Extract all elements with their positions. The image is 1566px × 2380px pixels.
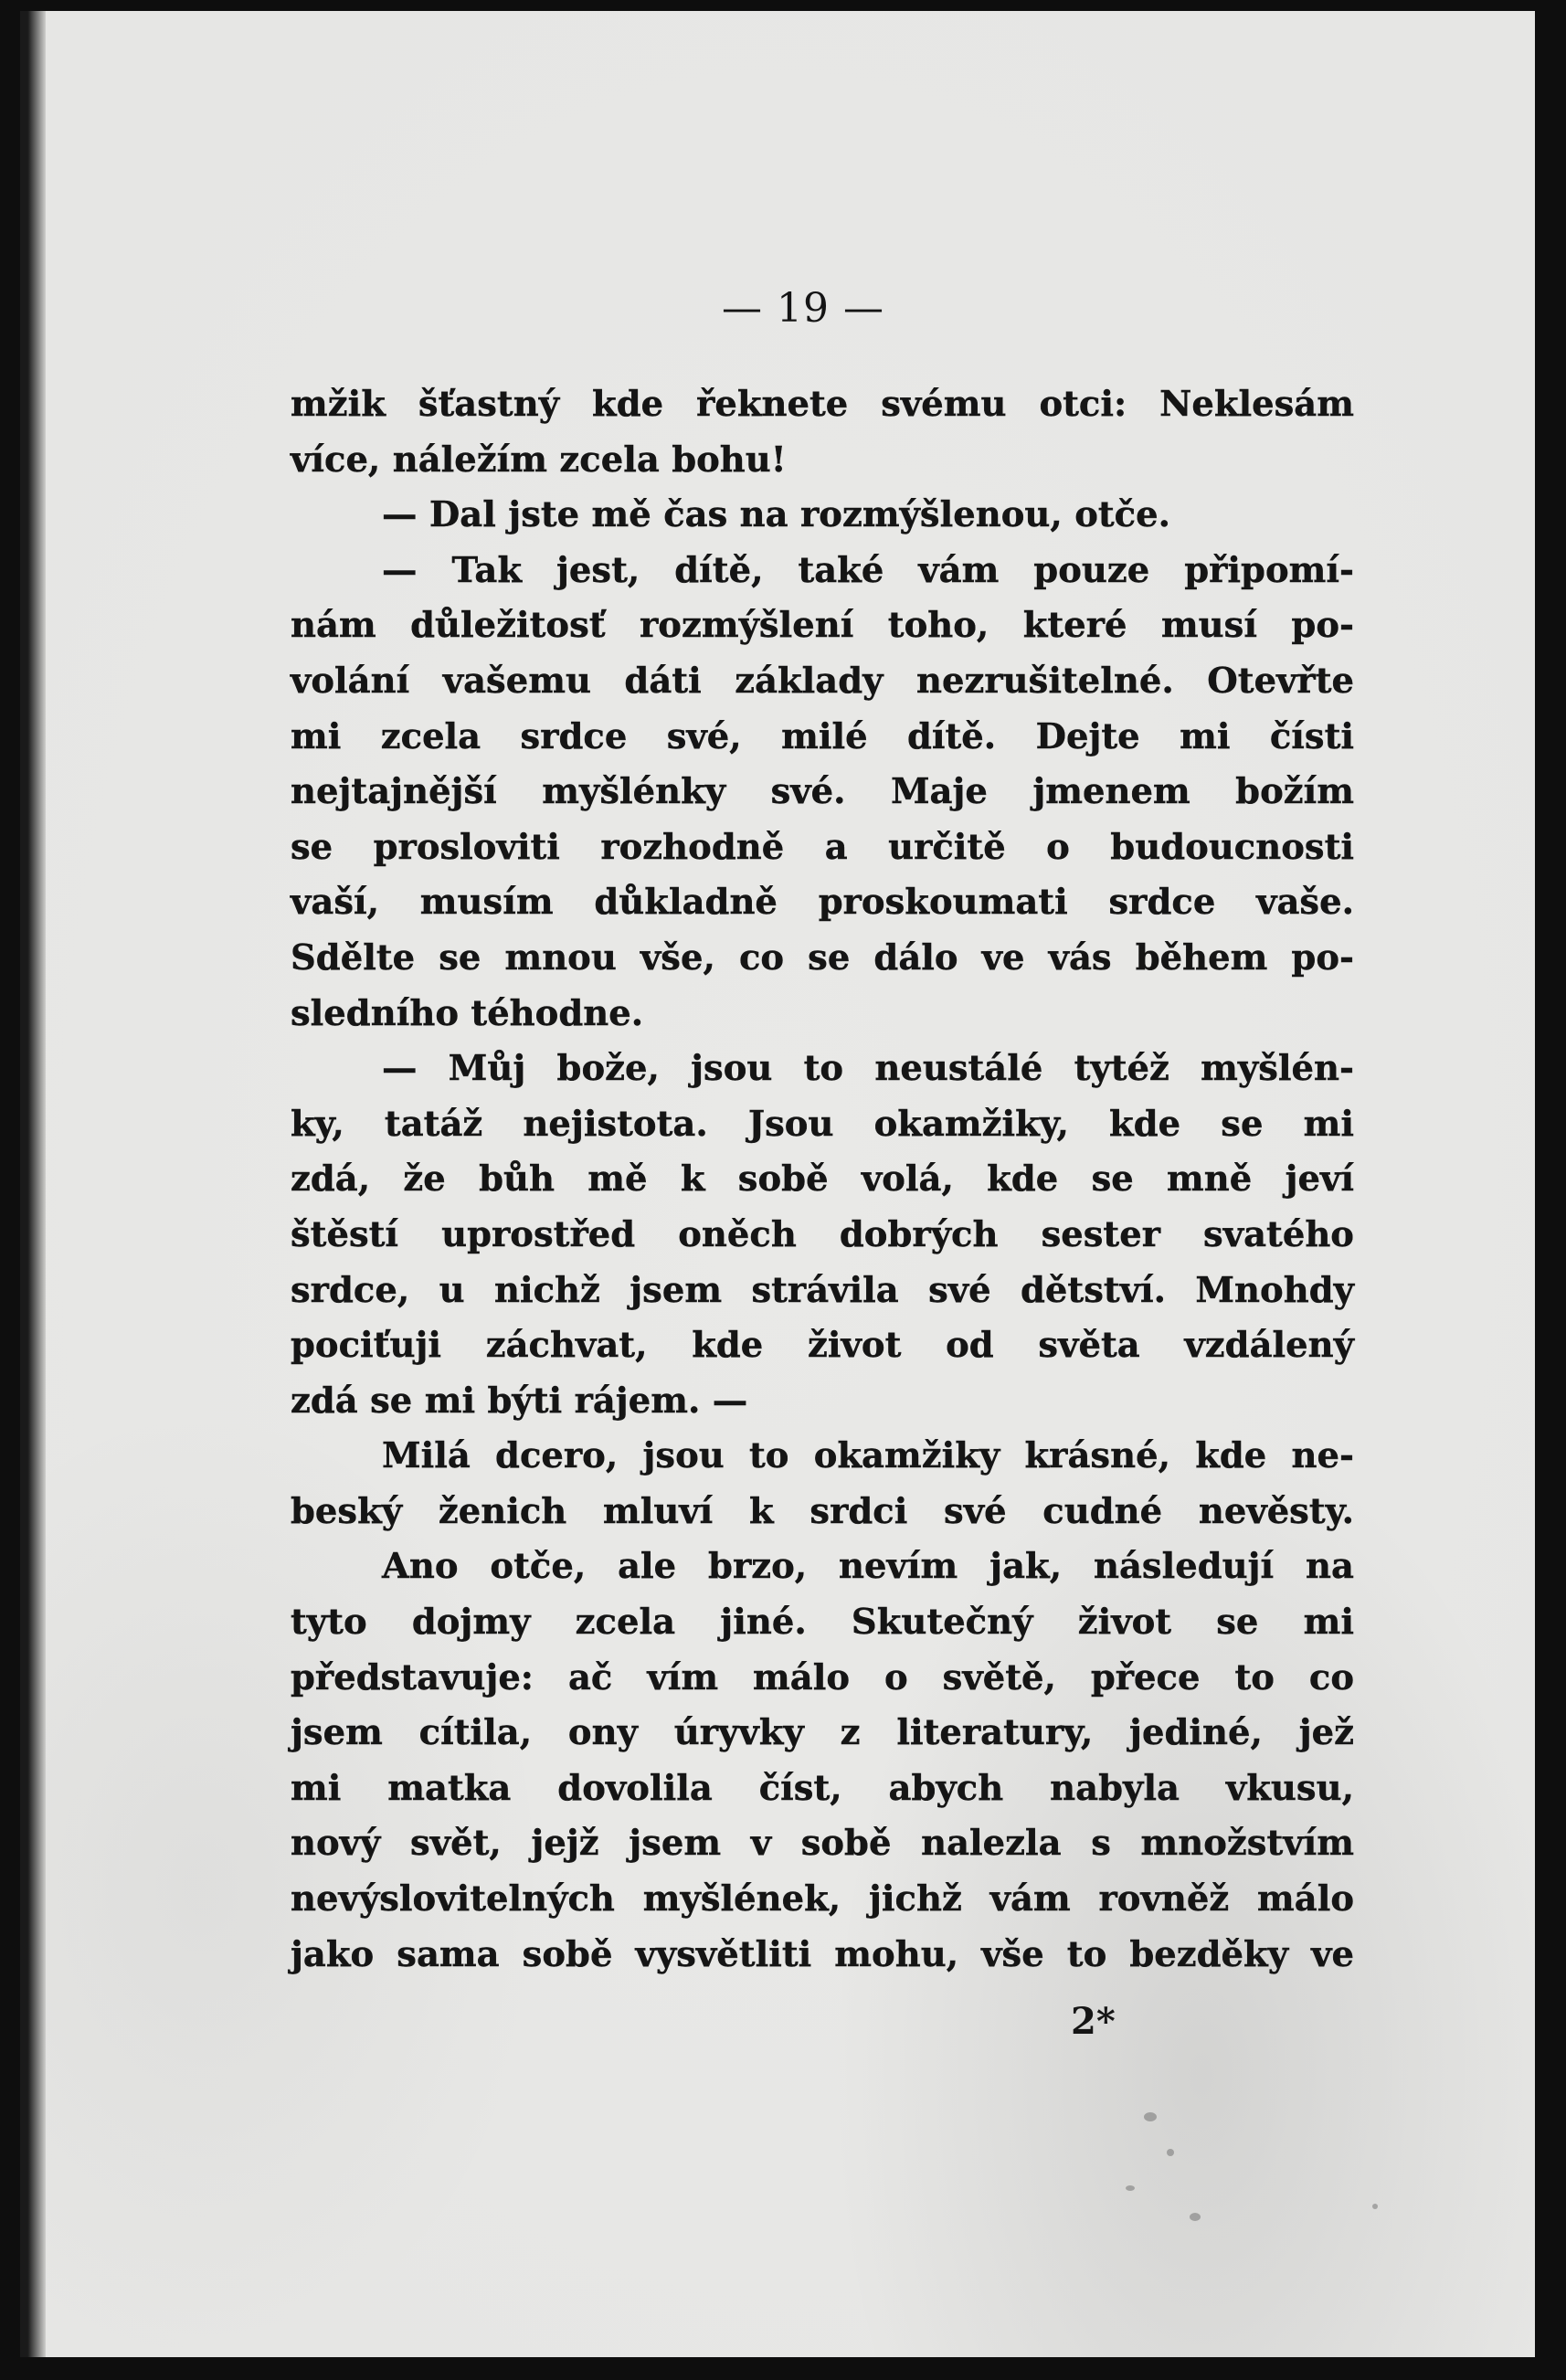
paper-speckle <box>1126 2185 1135 2191</box>
signature-mark: 2* <box>1071 2000 1116 2043</box>
text-line: nejtajnější myšlénky své. Maje jmenem božím <box>291 771 1354 813</box>
text-line: Milá dcero, jsou to okamžiky krásné, kde ne- <box>382 1435 1354 1477</box>
text-line: mi matka dovolila číst, abych nabyla vkusu, <box>291 1767 1354 1809</box>
paper-speckle <box>1372 2204 1378 2209</box>
text-line: pociťuji záchvat, kde život od světa vzdálený <box>291 1325 1354 1367</box>
text-line: jako sama sobě vysvětliti mohu, vše to bezděky ve <box>291 1933 1354 1975</box>
text-line: zdá se mi býti rájem. — <box>291 1380 748 1422</box>
page-binding-edge <box>20 11 46 2357</box>
text-line: jsem cítila, ony úryvky z literatury, jediné, jež <box>291 1712 1354 1754</box>
text-line: beský ženich mluví k srdci své cudné nevěsty. <box>291 1490 1354 1532</box>
text-line: ky, tatáž nejistota. Jsou okamžiky, kde se mi <box>291 1103 1354 1145</box>
text-line: Sdělte se mnou vše, co se dálo ve vás během po- <box>291 936 1354 978</box>
text-line: více, náležím zcela bohu! <box>291 439 787 481</box>
text-line: nám důležitosť rozmýšlení toho, které musí po- <box>291 605 1354 647</box>
text-line: štěstí uprostřed oněch dobrých sester svatého <box>291 1213 1354 1255</box>
text-line: vaší, musím důkladně proskoumati srdce vaše. <box>291 882 1354 924</box>
page-body-text <box>291 377 1354 1983</box>
paper-speckle <box>1190 2213 1201 2221</box>
text-line: — Dal jste mě čas na rozmýšlenou, otče. <box>382 494 1170 536</box>
text-line: sledního téhodne. <box>291 992 644 1034</box>
paper-speckle <box>1144 2112 1157 2121</box>
text-line: nevýslovitelných myšlének, jichž vám rovněž málo <box>291 1878 1354 1920</box>
text-line: mi zcela srdce své, milé dítě. Dejte mi čísti <box>291 715 1354 757</box>
text-line: nový svět, jejž jsem v sobě nalezla s množstvím <box>291 1823 1354 1865</box>
text-line: se prosloviti rozhodně a určitě o budoucnosti <box>291 826 1354 868</box>
text-line: — Můj bože, jsou to neustálé tytéž myšlén- <box>382 1048 1354 1090</box>
text-line: tyto dojmy zcela jiné. Skutečný život se mi <box>291 1602 1354 1644</box>
text-line: Ano otče, ale brzo, nevím jak, následují na <box>382 1546 1354 1588</box>
text-line: mžik šťastný kde řeknete svému otci: Neklesám <box>291 384 1354 425</box>
page-number: — 19 — <box>722 285 884 332</box>
text-line: představuje: ač vím málo o světě, přece to co <box>291 1656 1354 1698</box>
text-line: — Tak jest, dítě, také vám pouze připomí- <box>382 549 1354 591</box>
text-line: volání vašemu dáti základy nezrušitelné. Otevřte <box>291 660 1354 702</box>
paper-speckle <box>1167 2149 1174 2156</box>
text-line: zdá, že bůh mě k sobě volá, kde se mně jeví <box>291 1158 1354 1201</box>
book-page <box>20 11 1535 2357</box>
text-line: srdce, u nichž jsem strávila své dětství. Mnohdy <box>291 1269 1354 1311</box>
